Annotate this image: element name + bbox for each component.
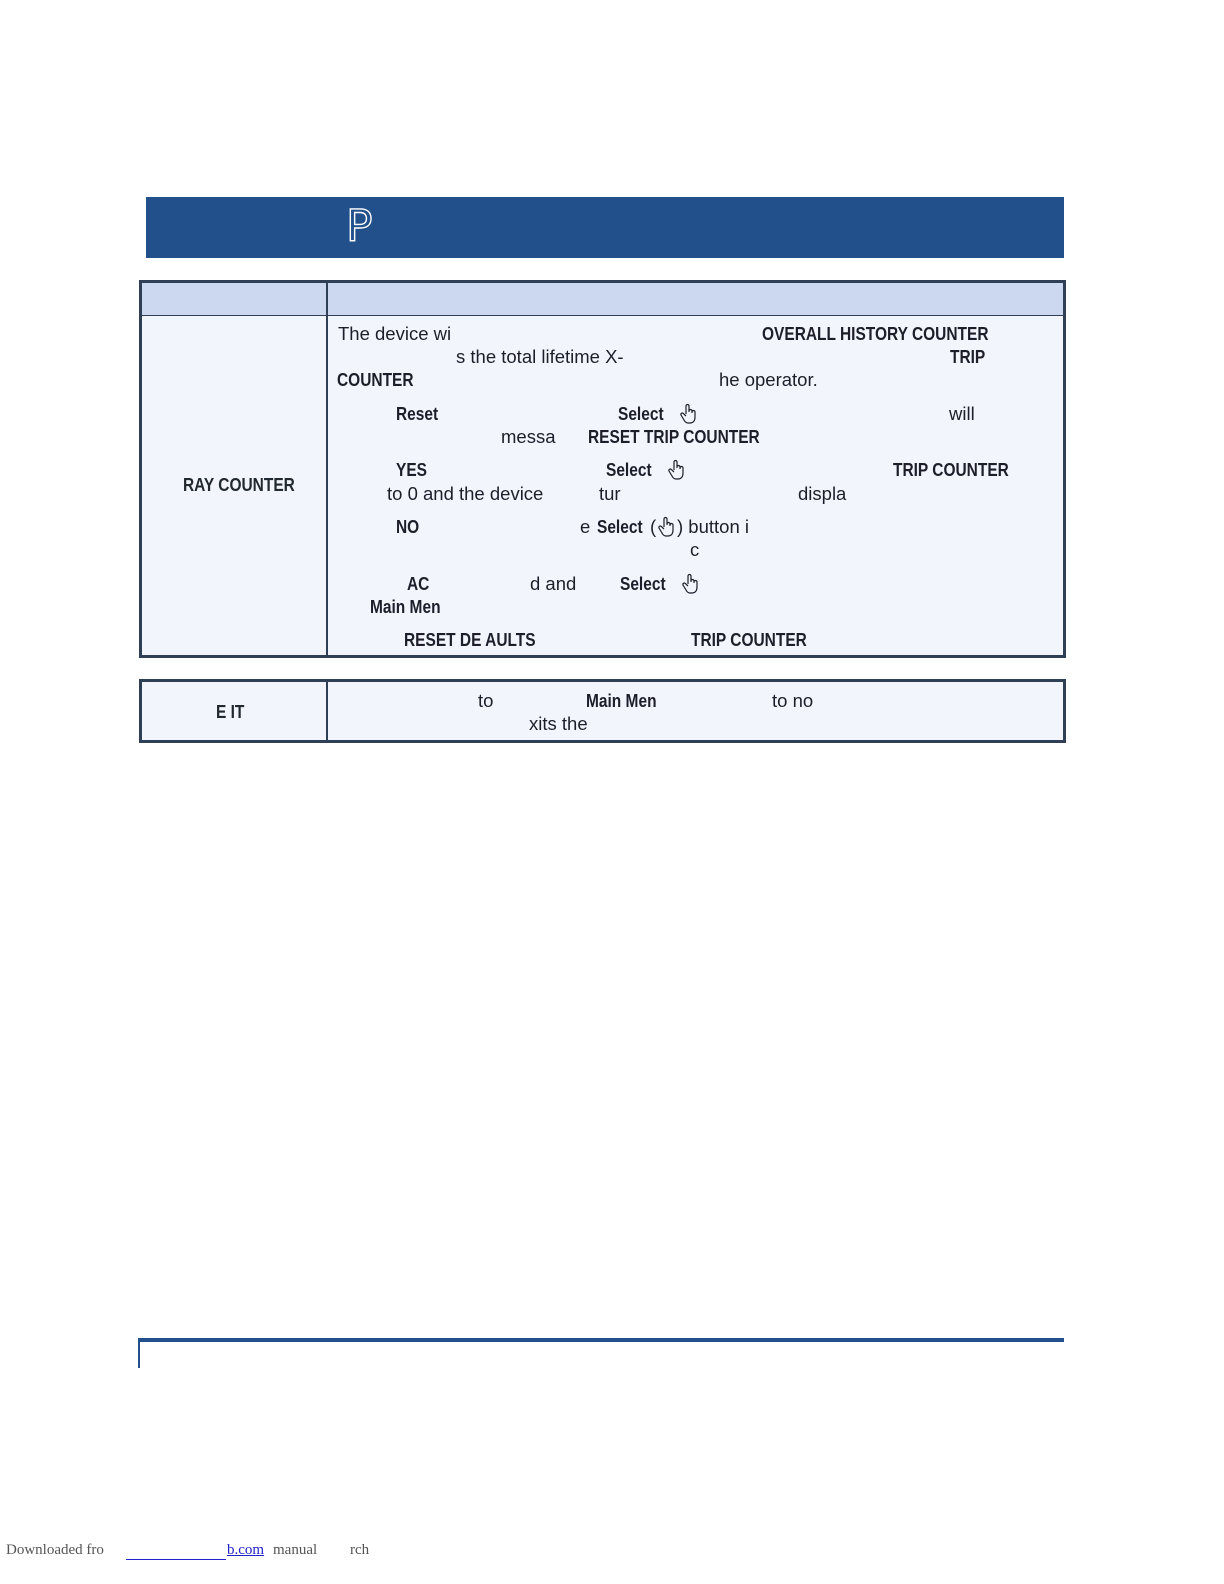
desc-bold: Select	[618, 404, 664, 424]
desc-bold: YES	[396, 460, 427, 480]
download-note: rch	[350, 1542, 370, 1558]
desc-bold: TRIP	[950, 347, 986, 367]
desc-bold: Main Men	[370, 597, 441, 617]
download-link-underline	[126, 1559, 226, 1560]
desc-bold: COUNTER	[337, 370, 414, 390]
download-note: manual	[273, 1542, 318, 1558]
desc-text: to	[478, 690, 494, 711]
select-hand-icon	[667, 459, 687, 481]
desc-text: will	[949, 403, 975, 424]
desc-text: (	[650, 516, 657, 537]
exit-table	[139, 679, 1066, 743]
desc-text: c	[690, 539, 700, 560]
desc-bold: TRIP COUNTER	[893, 460, 1009, 480]
column-divider	[326, 283, 328, 655]
desc-bold: Main Men	[586, 691, 657, 711]
desc-text: xits the	[529, 713, 588, 734]
desc-text: d and	[530, 573, 577, 594]
desc-bold: AC	[407, 574, 430, 594]
desc-bold: NO	[396, 517, 420, 537]
desc-text: s the total lifetime X-	[456, 346, 624, 367]
desc-text: to no	[772, 690, 814, 711]
desc-text: he operator.	[719, 369, 818, 390]
desc-text: messa	[501, 426, 556, 447]
desc-text: displa	[798, 483, 847, 504]
table-header-row	[142, 283, 1063, 316]
desc-text: to 0 and the device	[387, 483, 544, 504]
desc-text: The device wi	[338, 323, 452, 344]
desc-bold: Reset	[396, 404, 439, 424]
footer-rule	[138, 1338, 1064, 1342]
desc-text: ) button i	[677, 516, 749, 537]
select-hand-icon	[679, 403, 699, 425]
desc-bold: Select	[597, 517, 643, 537]
desc-bold: RESET TRIP COUNTER	[588, 427, 760, 447]
column-divider	[326, 682, 328, 740]
section-header-banner	[146, 197, 1064, 258]
desc-text: e	[580, 516, 591, 537]
desc-bold: TRIP COUNTER	[691, 630, 807, 650]
desc-text: tur	[599, 483, 621, 504]
banner-letter: P	[346, 201, 373, 252]
row-label-exit: E IT	[216, 702, 245, 722]
footer-rule-tick	[138, 1338, 140, 1368]
desc-bold: Select	[606, 460, 652, 480]
download-link[interactable]: b.com	[227, 1542, 265, 1558]
desc-bold: OVERALL HISTORY COUNTER	[762, 324, 989, 344]
desc-bold: Select	[620, 574, 666, 594]
desc-bold: RESET DE AULTS	[404, 630, 536, 650]
select-hand-icon	[657, 516, 677, 538]
ray-counter-table	[139, 280, 1066, 658]
row-label-ray-counter: RAY COUNTER	[183, 475, 295, 495]
select-hand-icon	[681, 573, 701, 595]
download-note: Downloaded fro	[6, 1542, 104, 1558]
